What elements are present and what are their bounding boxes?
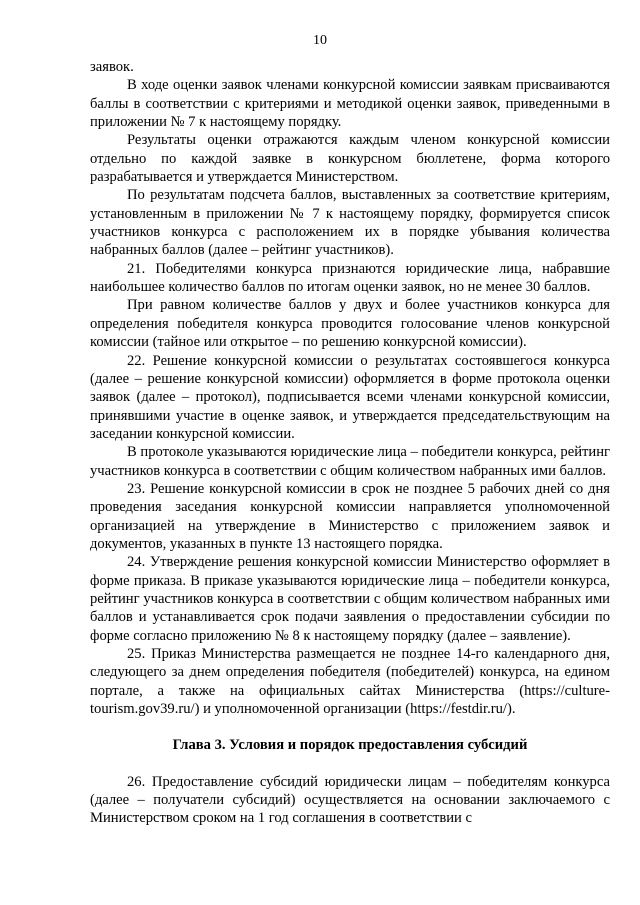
paragraph-21: 21. Победителями конкурса признаются юридические лица, набравшие наибольшее количество баллов по итогам оценки заявок, но не менее 30 баллов. — [90, 260, 610, 296]
paragraph-23: 23. Решение конкурсной комиссии в срок не позднее 5 рабочих дней со дня проведения заседания конкурсной комиссии направляется уполномоченной организацией на утверждение в Министерство с приложением заявок и документов, указанных в пункте 13 настоящего порядка. — [90, 480, 610, 552]
paragraph: В протоколе указываются юридические лица – победители конкурса, рейтинг участников конкурса в соответствии с общим количеством набранных ими баллов. — [90, 444, 610, 479]
document-body — [90, 58, 610, 828]
paragraph-26: 26. Предоставление субсидий юридически лицам – победителям конкурса (далее – получатели субсидий) осуществляется на основании заключаемого с Министерством сроком на 1 год соглашения в соответствии с — [90, 773, 610, 827]
paragraph-25: 25. Приказ Министерства размещается не позднее 14-го календарного дня, следующего за днем определения победителя (победителей) конкурса, на едином портале, а также на официальных сайтах Министерства (https://culture-tourism.gov39.ru/) и уполномоченной организации (https://festdir.ru/). — [90, 646, 610, 718]
page-number: 10 — [313, 33, 327, 48]
spacer — [90, 755, 610, 773]
spacer — [90, 718, 610, 736]
paragraph-22: 22. Решение конкурсной комиссии о результатах состоявшегося конкурса (далее – решение конкурсной комиссии) оформляется в форме протокола оценки заявок (далее – протокол), подписывается всеми членами конкурсной комиссии, принявшими участие в оценке заявок, и утверждается председательствующим на заседании конкурсной комиссии. — [90, 352, 610, 442]
paragraph: По результатам подсчета баллов, выставленных за соответствие критериям, установленным в приложении № 7 к настоящему порядку, формируется список участников конкурса с расположением их в порядке убывания количества набранных баллов (далее – рейтинг участников). — [90, 187, 610, 259]
chapter-heading: Глава 3. Условия и порядок предоставления субсидий — [172, 737, 528, 754]
paragraph: При равном количестве баллов у двух и более участников конкурса для определения победителя конкурса проводится голосование членов конкурсной комиссии (тайное или открытое – по решению конкурсной комиссии). — [90, 297, 610, 351]
paragraph: В ходе оценки заявок членами конкурсной комиссии заявкам присваиваются баллы в соответствии с критериями и методикой оценки заявок, приведенными в приложении № 7 к настоящему порядку. — [90, 77, 610, 131]
paragraph: Результаты оценки отражаются каждым членом конкурсной комиссии отдельно по каждой заявке в конкурсном бюллетене, форма которого разрабатывается и утверждается Министерством. — [90, 132, 610, 186]
paragraph-24: 24. Утверждение решения конкурсной комиссии Министерство оформляет в форме приказа. В приказе указываются юридические лица – победители конкурса, рейтинг участников конкурса в соответствии с общим количеством набранных ими баллов и устанавливается срок подачи заявления о предоставлении субсидии по форме согласно приложению № 8 к настоящему порядку (далее – заявление). — [90, 554, 610, 644]
paragraph-continuation: заявок. — [90, 59, 134, 75]
